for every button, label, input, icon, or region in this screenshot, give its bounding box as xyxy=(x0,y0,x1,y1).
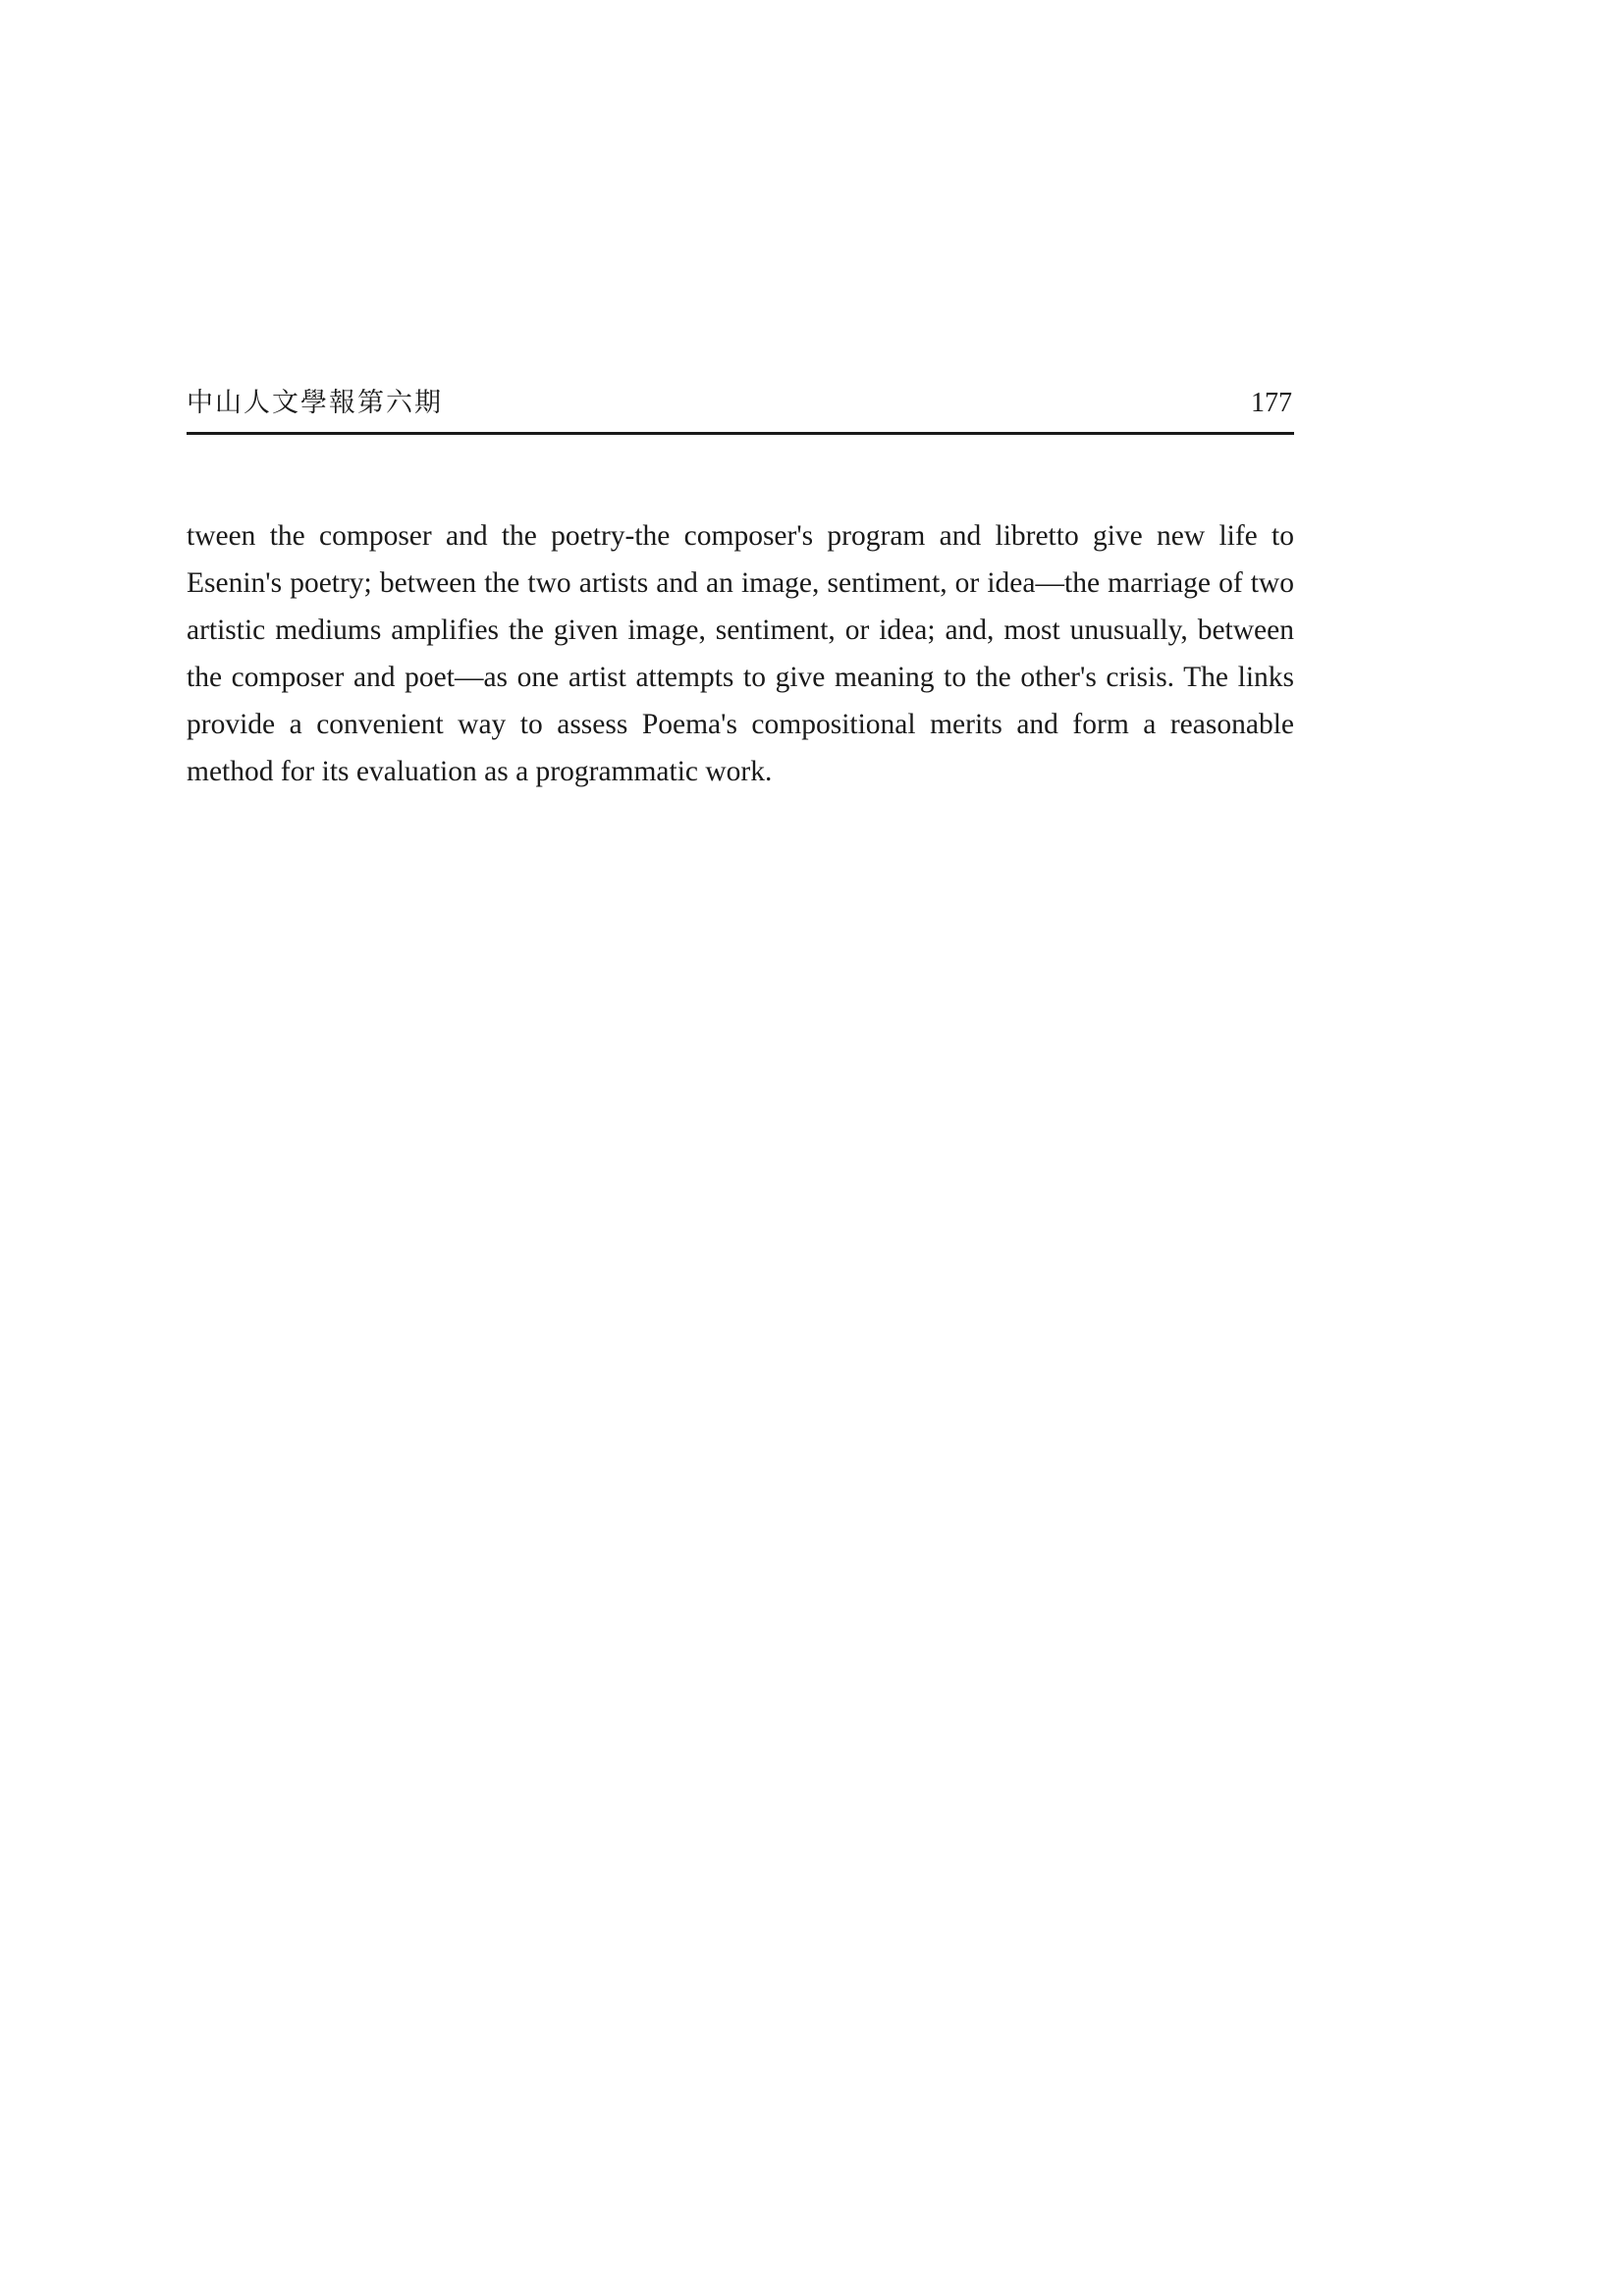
running-header xyxy=(187,385,1294,435)
body-paragraph: tween the composer and the poetry-the composer's program and libretto give new life to Esenin's poetry; between the two artists and an image, sentiment, or idea—the marriage of two artistic mediums amplifies the given image, sentiment, or idea; and, most unusually, between the composer and poet—as one artist attempts to give meaning to the other's crisis. The links provide a convenient way to assess Poema's compositional merits and form a reasonable method for its evaluation as a programmatic work. xyxy=(187,520,1294,787)
journal-title: 中山人文學報第六期 xyxy=(187,388,443,418)
page-number: 177 xyxy=(1251,388,1292,418)
